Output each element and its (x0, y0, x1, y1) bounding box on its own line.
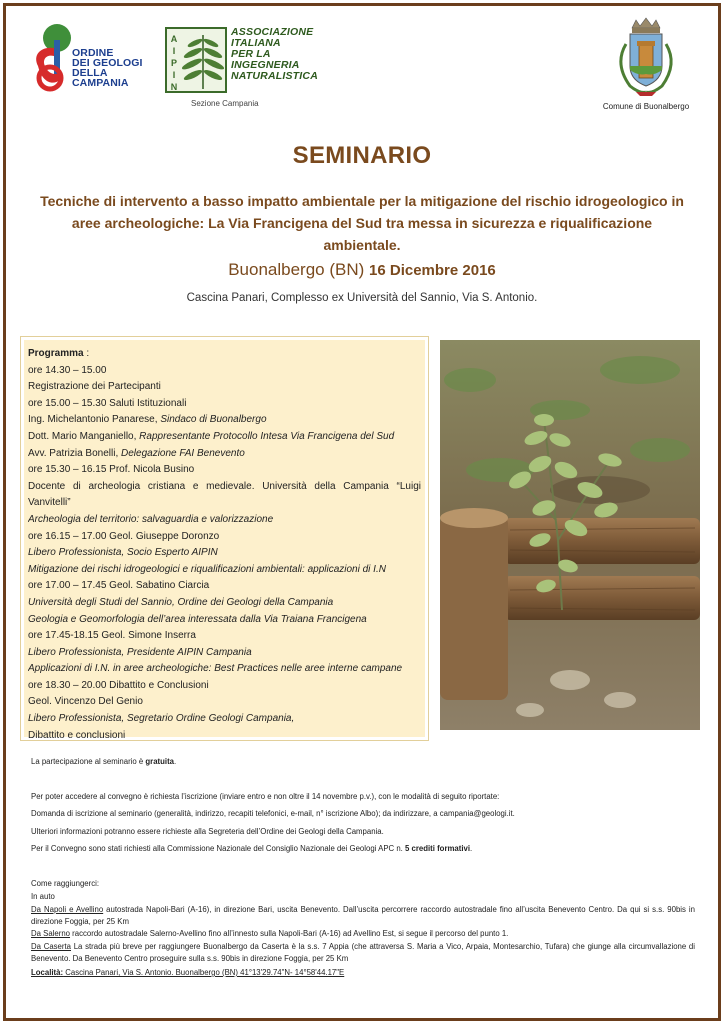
free-end: . (174, 757, 177, 766)
program-line (28, 429, 421, 446)
program-line: Libero Professionista, Socio Esperto AIPIN (28, 547, 218, 559)
aipin-section-label: Sezione Campania (191, 99, 259, 108)
aipin-letters (169, 33, 179, 93)
event-date: 16 Dicembre 2016 (369, 262, 496, 279)
geologi-line: ORDINE (72, 47, 114, 59)
event-address: Cascina Panari, Complesso ex Università del Sannio, Via S. Antonio. (186, 292, 538, 304)
nature-photo (440, 340, 700, 730)
aipin-line: INGEGNERIA (231, 59, 300, 71)
aipin-line: NATURALISTICA (231, 70, 318, 82)
free-participation-note (31, 756, 695, 768)
program-line: Registrazione dei Partecipanti (28, 381, 161, 393)
route-text: autostrada Napoli-Bari (A-16), in direzione Bari, uscita Benevento. Dall’uscita percorrere raccordo autostradale fino all’uscita Benevento Centro. Da qui si s.s. 90bis in direzione Foggia, per 25 Km (31, 905, 695, 926)
program-line (28, 412, 421, 429)
speaker-name: Dott. Mario Manganiello, (28, 430, 140, 442)
speaker-role: Sindaco di Buonalbergo (160, 414, 267, 426)
page-title: SEMINARIO (292, 142, 432, 169)
ordine-geologi-logo (30, 20, 150, 98)
aipin-emblem (165, 27, 227, 93)
route-salerno (31, 928, 695, 940)
aipin-logo (165, 25, 318, 115)
route-text: La strada più breve per raggiungere Buonalbergo da Caserta è la s.s. 7 Appia (che attraversa S. Maria a Vico, Arpaia, Montesarchio, Tufara) che giunge alla circumvallazione di Benevento. Da Benevento Centro proseguire sulla s.s. 90bis in direzione Foggia, per 25 Km (31, 942, 695, 963)
program-line: Dibattito e conclusioni (28, 729, 126, 741)
program-content (24, 340, 425, 741)
credits-end: . (470, 844, 473, 853)
plant-and-logs-image (440, 340, 700, 730)
route-napoli (31, 904, 695, 928)
comune-logo (596, 14, 716, 114)
location-label: Località: (31, 968, 64, 977)
aipin-letter: N (170, 82, 178, 92)
access-note: Per poter accedere al convegno è richiesta l’iscrizione (inviare entro e non oltre il 14 novembre p.v.), con le modalità di seguito riportate: (31, 792, 500, 801)
program-heading-suffix: : (83, 348, 90, 359)
speaker-role: Rappresentante Protocollo Intesa Via Francigena del Sud (139, 430, 395, 442)
program-line: Università degli Studi del Sannio, Ordine dei Geologi della Campania (28, 596, 334, 608)
fern-icon (179, 29, 227, 91)
geologi-line: DEI GEOLOGI (72, 57, 143, 69)
program-line: ore 15.30 – 16.15 Prof. Nicola Busino (28, 464, 195, 476)
program-line: Geol. Vincenzo Del Genio (28, 696, 143, 708)
credits-text: Per il Convegno sono stati richiesti alla Commissione Nazionale del Consiglio Nazionale dei Geologi APC n. (31, 844, 406, 853)
by-car-label: In auto (31, 892, 55, 901)
program-box (20, 336, 429, 741)
aipin-line: ASSOCIAZIONE (231, 26, 314, 38)
info-note: Ulteriori informazioni potranno essere richieste alla Segreteria dell’Ordine dei Geologi della Campania. (31, 827, 384, 836)
location-line (31, 967, 695, 979)
program-line: Docente di archeologia cristiana e medievale. Università della Campania “Luigi Vanvitelli” (28, 480, 421, 509)
route-origin: Da Salerno (31, 929, 71, 938)
route-text: raccordo autostradale Salerno-Avellino fino all’innesto sulla Napoli-Bari (A-16) ad Avellino Est, si segue il percorso del punto 1. (70, 929, 509, 938)
speaker-name: Avv. Patrizia Bonelli, (28, 447, 122, 459)
request-note: Domanda di iscrizione al seminario (generalità, indirizzo, recapiti telefonici, e-mail, n° iscrizione Albo); da indirizzare, a campania@geologi.it. (31, 809, 515, 818)
event-place: Buonalbergo (BN) (228, 260, 365, 279)
program-line: ore 14.30 – 15.00 (28, 364, 107, 376)
aipin-logo-text (231, 27, 318, 82)
location-value: Cascina Panari, Via S. Antonio. Buonalbergo (BN) 41°13'29.74"N- 14°58'44.17"E (63, 968, 345, 977)
aipin-letter: I (172, 46, 176, 56)
aipin-line: PER LA (231, 48, 271, 60)
comune-label: Comune di Buonalbergo (602, 102, 690, 111)
aipin-line: ITALIANA (231, 37, 281, 49)
coat-of-arms-icon (596, 14, 696, 100)
program-heading-line (28, 346, 421, 363)
route-origin: Da Caserta (31, 942, 71, 951)
aipin-letter: P (170, 58, 177, 68)
program-line: Mitigazione dei rischi idrogeologici e riqualificazioni ambientali: applicazioni di I.N (28, 563, 386, 575)
route-origin: Da Napoli e Avellino (31, 905, 104, 914)
free-emphasis: gratuita (145, 757, 175, 766)
how-to-reach-heading: Come raggiungerci: (31, 879, 100, 888)
program-line: Applicazioni di I.N. in aree archeologiche: Best Practices nelle aree interne campane (28, 663, 403, 675)
route-caserta (31, 941, 695, 965)
aipin-letter: A (170, 34, 178, 44)
credits-emphasis: 5 crediti formativi (405, 844, 471, 853)
program-line: ore 16.15 – 17.00 Geol. Giuseppe Doronzo (28, 530, 220, 542)
program-line: ore 15.00 – 15.30 Saluti Istituzionali (28, 397, 187, 409)
geologi-logo-text (72, 48, 143, 88)
speaker-name: Ing. Michelantonio Panarese, (28, 414, 161, 426)
aipin-letter: I (172, 70, 176, 80)
geologi-line: DELLA (72, 67, 108, 79)
program-line: Geologia e Geomorfologia dell’area interessata dalla Via Traiana Francigena (28, 613, 367, 625)
geologi-line: CAMPANIA (72, 77, 129, 89)
program-line: Libero Professionista, Segretario Ordine Geologi Campania, (28, 713, 295, 725)
event-place-date (0, 260, 724, 280)
program-line: ore 17.45-18.15 Geol. Simone Inserra (28, 630, 196, 642)
speaker-role: Delegazione FAI Benevento (121, 447, 245, 459)
program-line: Libero Professionista, Presidente AIPIN Campania (28, 646, 252, 658)
seminar-subtitle: Tecniche di intervento a basso impatto ambientale per la mitigazione del rischio idrogeologico in aree archeologiche: La Via Francigena del Sud tra messa in sicurezza e riqualificazione ambientale. (40, 193, 684, 253)
program-line: Archeologia del territorio: salvaguardia e valorizzazione (28, 513, 274, 525)
free-text: La partecipazione al seminario è (31, 757, 146, 766)
program-line: ore 17.00 – 17.45 Geol. Sabatino Ciarcia (28, 580, 210, 592)
credits-note (31, 843, 695, 855)
program-line: ore 18.30 – 20.00 Dibattito e Conclusioni (28, 679, 209, 691)
program-heading: Programma (28, 348, 84, 359)
program-line (28, 446, 421, 463)
